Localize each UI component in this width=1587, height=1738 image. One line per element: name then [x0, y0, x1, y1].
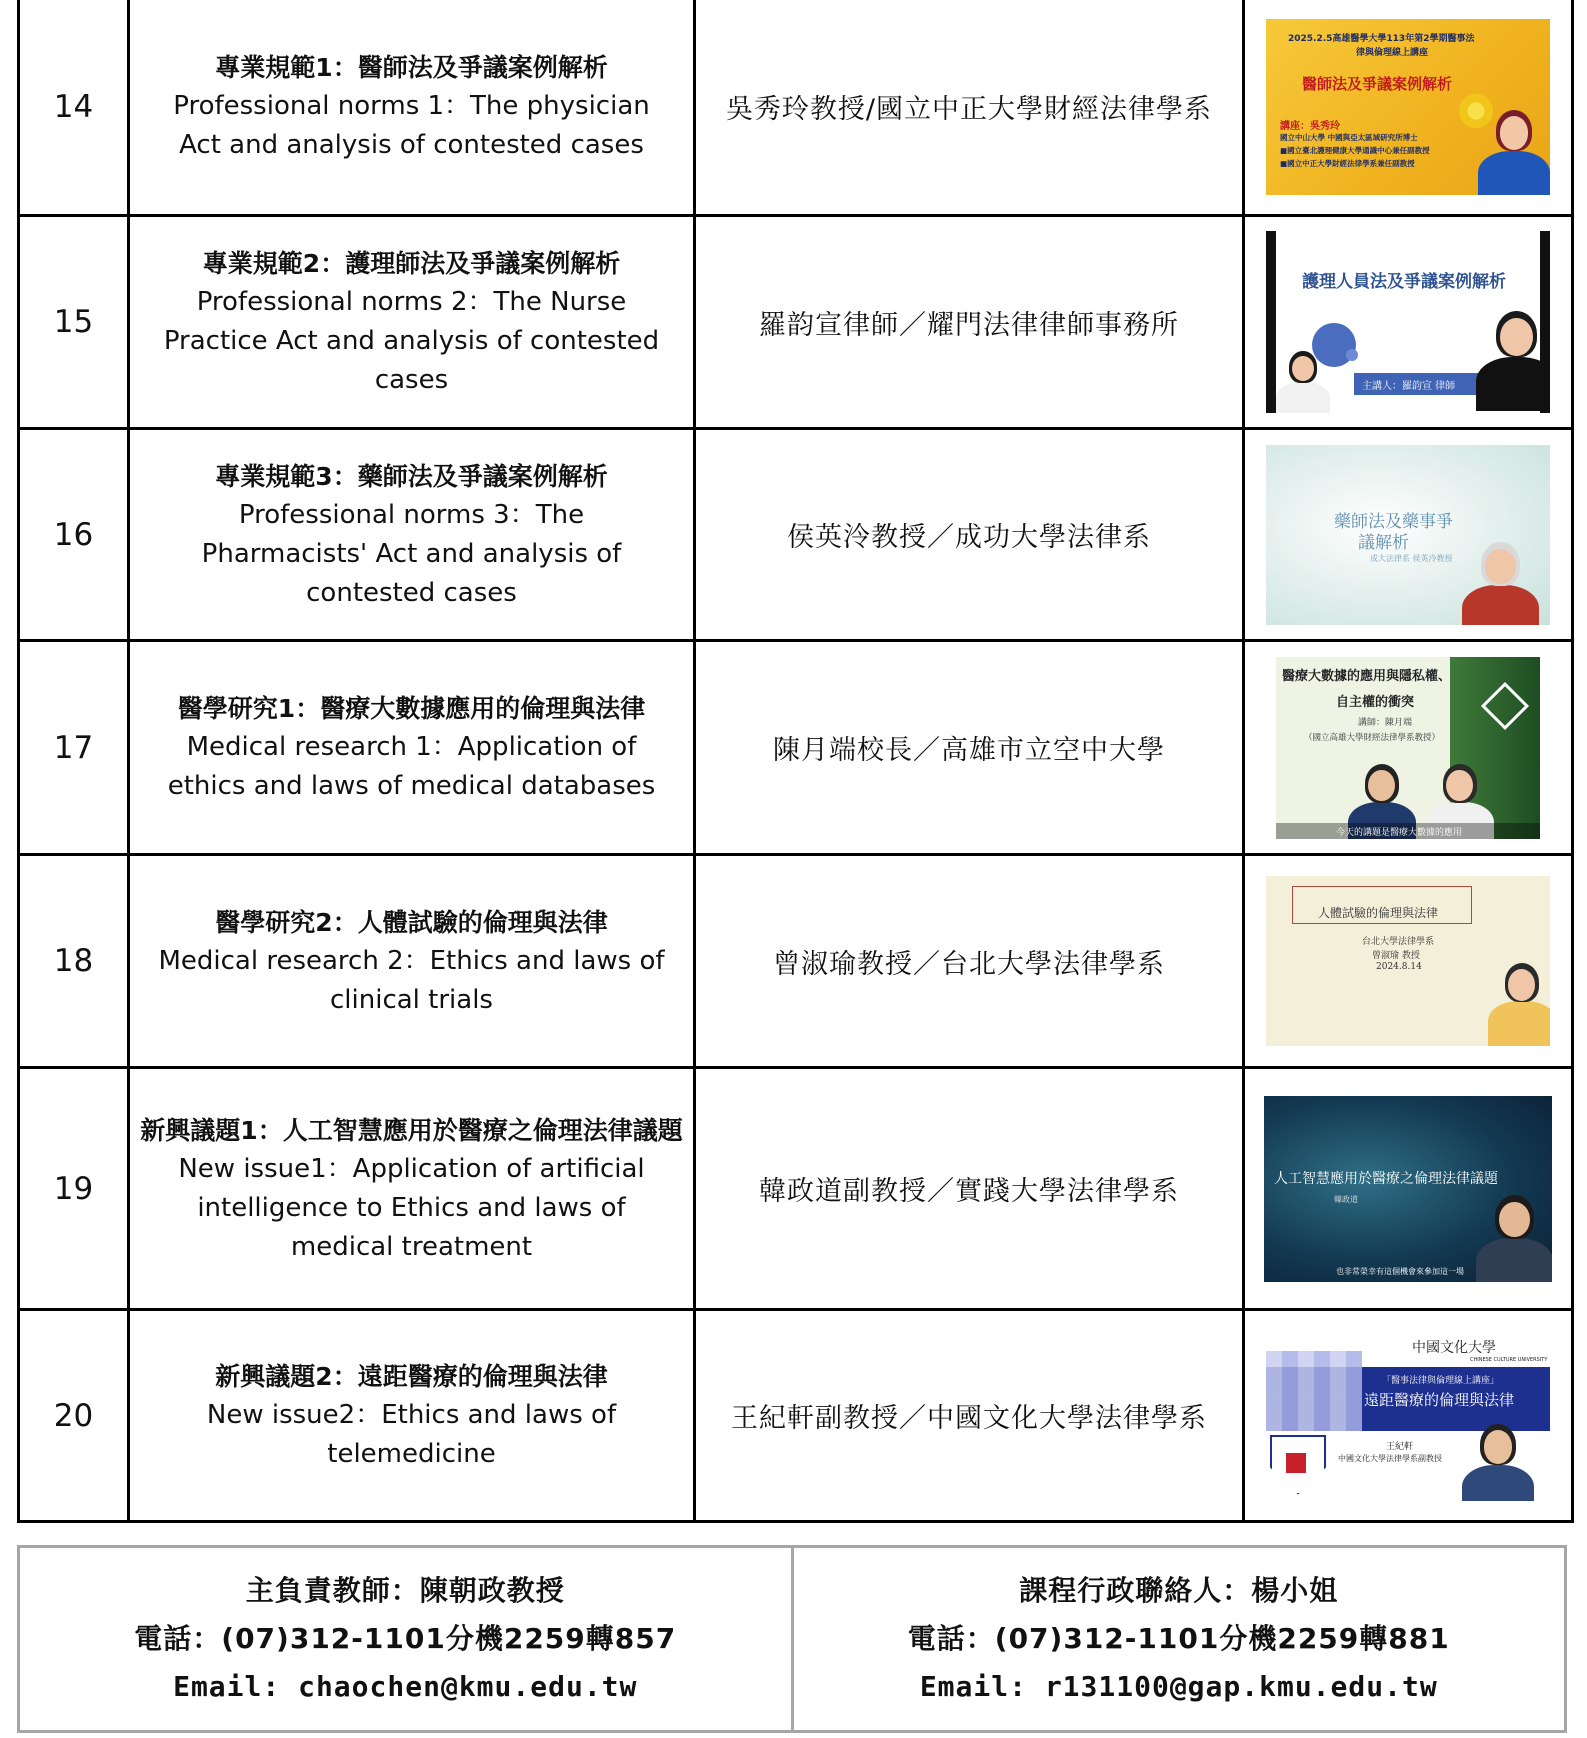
thumb-cred1: 國立中山大學 中國與亞太區域研究所博士 [1280, 132, 1418, 142]
lecturer-name: 王紀軒副教授／中國文化大學法律學系 [695, 1310, 1244, 1522]
video-thumbnail[interactable] [1276, 657, 1540, 839]
pixel-decoration-icon [1266, 1351, 1362, 1431]
footer-teacher: 主負責教師：陳朝政教授 [245, 1574, 565, 1607]
video-thumbnail-cell [1244, 855, 1573, 1068]
video-thumbnail-cell [1244, 0, 1573, 216]
contact-footer [17, 1545, 1567, 1733]
lecturer-photo [1488, 960, 1550, 1043]
video-thumbnail[interactable] [1266, 445, 1550, 625]
session-title-cell [129, 641, 695, 855]
thumb-headline: 人工智慧應用於醫療之倫理法律議題 [1274, 1170, 1498, 1187]
session-title-cell [129, 429, 695, 641]
session-number: 18 [19, 855, 129, 1068]
thumb-school: 台北大學法律學系 [1362, 937, 1435, 947]
thumb-school-en: CHINESE CULTURE UNIVERSITY [1470, 1356, 1548, 1363]
session-title-en: Professional norms 3：The Pharmacists' Act and analysis of contested cases [201, 499, 622, 608]
lecturer-name: 曾淑瑜教授／台北大學法律學系 [695, 855, 1244, 1068]
table-row [19, 429, 1573, 641]
session-number: 20 [19, 1310, 129, 1522]
session-title-cell [129, 216, 695, 429]
video-thumbnail[interactable] [1264, 1096, 1552, 1282]
footer-teacher-cell [20, 1548, 791, 1730]
footer-contact-phone: 電話：(07)312-1101分機2259轉881 [907, 1622, 1450, 1655]
circle-decoration-icon [1346, 349, 1358, 361]
host-photo [1276, 349, 1330, 413]
footer-contact-email[interactable]: Email: r131100@gap.kmu.edu.tw [919, 1670, 1438, 1703]
thumb-cred3: ■國立中正大學財經法律學系兼任副教授 [1280, 158, 1415, 168]
university-logo-icon [1270, 1435, 1326, 1495]
session-number: 15 [19, 216, 129, 429]
session-number: 17 [19, 641, 129, 855]
session-title-cell [129, 1310, 695, 1522]
video-thumbnail-cell [1244, 1068, 1573, 1310]
footer-contact-cell [791, 1548, 1565, 1730]
session-title-en: Medical research 1：Application of ethics and laws of medical databases [167, 732, 656, 801]
thumb-series: 「醫事法律與倫理線上講座」 [1382, 1375, 1500, 1386]
session-title-en: Medical research 2：Ethics and laws of clinical trials [158, 945, 665, 1015]
lecturer-photo [1476, 1192, 1552, 1282]
thumb-date-line: 2025.2.5高雄醫學大學113年第2學期醫事法 [1288, 33, 1475, 44]
thumb-sub-line: 律與倫理線上講座 [1356, 47, 1429, 58]
table-row [19, 1068, 1573, 1310]
thumb-caption: 也非常榮幸有這個機會來參加這一場 [1336, 1266, 1464, 1276]
thumb-cred2: ■國立臺北護理健康大學通識中心兼任副教授 [1280, 145, 1430, 155]
session-title-zh: 新興議題1：人工智慧應用於醫療之倫理法律議題 [140, 1115, 683, 1145]
session-title-zh: 醫學研究1：醫療大數據應用的倫理與法律 [177, 694, 646, 723]
session-title-en: Professional norms 1：The physician Act and analysis of contested cases [173, 91, 650, 160]
course-schedule-table [17, 0, 1574, 1523]
footer-contact: 課程行政聯絡人：楊小姐 [1019, 1574, 1339, 1607]
session-title-zh: 醫學研究2：人體試驗的倫理與法律 [215, 907, 608, 937]
lecturer-name: 羅韵宣律師／耀門法律律師事務所 [695, 216, 1244, 429]
thumb-speaker: 主講人：羅韵宣 律師 [1362, 381, 1456, 392]
thumb-affil: 中國文化大學法律學系副教授 [1338, 1453, 1442, 1463]
thumb-speaker: 曾淑瑜 教授 [1372, 951, 1420, 961]
video-thumbnail[interactable] [1266, 19, 1550, 195]
thumb-date: 2024.8.14 [1376, 962, 1422, 972]
lecturer-name: 侯英泠教授／成功大學法律系 [695, 429, 1244, 641]
session-title-cell [129, 855, 695, 1068]
video-thumbnail[interactable] [1266, 1331, 1550, 1501]
lecturer-name: 韓政道副教授／實踐大學法律學系 [695, 1068, 1244, 1310]
session-number: 14 [19, 0, 129, 216]
thumb-speaker: 韓政道 [1334, 1194, 1358, 1204]
session-title-zh: 新興議題2：遠距醫療的倫理與法律 [215, 1362, 608, 1391]
lecturer-photo [1476, 307, 1550, 406]
thumb-headline: 人體試驗的倫理與法律 [1318, 906, 1439, 920]
thumb-speaker: 成大法律系 侯英泠教授 [1370, 553, 1453, 563]
video-thumbnail-cell [1244, 641, 1573, 855]
table-row [19, 1310, 1573, 1522]
video-thumbnail[interactable] [1266, 876, 1550, 1046]
thumb-headline-2: 議解析 [1358, 532, 1409, 553]
session-title-zh: 專業規範2：護理師法及爭議案例解析 [202, 249, 621, 278]
table-row [19, 855, 1573, 1068]
session-title-en: New issue2：Ethics and laws of telemedicine [206, 1400, 617, 1469]
session-title-cell [129, 0, 695, 216]
thumb-speaker: 講師：陳月端 [1358, 717, 1413, 728]
thumb-affil: （國立高雄大學財經法律學系教授） [1304, 732, 1441, 743]
lecturer-photo [1478, 107, 1550, 195]
session-title-cell [129, 1068, 695, 1310]
lecturer-name: 吳秀玲教授/國立中正大學財經法律學系 [695, 0, 1244, 216]
thumb-headline-2: 自主權的衝突 [1336, 694, 1415, 710]
session-number: 19 [19, 1068, 129, 1310]
table-row [19, 641, 1573, 855]
footer-teacher-phone: 電話：(07)312-1101分機2259轉857 [134, 1622, 677, 1655]
thumb-headline: 遠距醫療的倫理與法律 [1364, 1390, 1515, 1409]
video-thumbnail-cell [1244, 216, 1573, 429]
table-row [19, 216, 1573, 429]
thumb-headline: 護理人員法及爭議案例解析 [1302, 272, 1506, 292]
lecturer-photo [1462, 539, 1539, 625]
thumb-speaker: 講座：吳秀玲 [1280, 120, 1340, 132]
thumb-headline: 醫師法及爭議案例解析 [1302, 74, 1453, 93]
lecturer-name: 陳月端校長／高雄市立空中大學 [695, 641, 1244, 855]
session-title-zh: 專業規範1：醫師法及爭議案例解析 [215, 53, 608, 82]
footer-teacher-email[interactable]: Email: chaochen@kmu.edu.tw [173, 1670, 638, 1703]
thumb-headline-1: 藥師法及藥事爭 [1334, 511, 1453, 532]
session-title-zh: 專業規範3：藥師法及爭議案例解析 [215, 461, 608, 491]
lecturer-photo [1462, 1421, 1534, 1501]
session-number: 16 [19, 429, 129, 641]
thumb-school: 中國文化大學 [1412, 1339, 1496, 1356]
video-thumbnail[interactable] [1266, 231, 1550, 413]
diamond-decoration-icon [1481, 681, 1529, 729]
video-thumbnail-cell [1244, 429, 1573, 641]
thumb-headline-1: 醫療大數據的應用與隱私權、 [1282, 668, 1452, 684]
table-row [19, 0, 1573, 216]
session-title-en: New issue1：Application of artificial intelligence to Ethics and laws of medical treatment [178, 1153, 645, 1262]
session-title-en: Professional norms 2：The Nurse Practice Act and analysis of contested cases [163, 287, 660, 395]
video-thumbnail-cell [1244, 1310, 1573, 1522]
thumb-speaker: 王紀軒 [1386, 1441, 1414, 1452]
thumb-caption: 今天的講題是醫療大數據的應用 [1336, 827, 1463, 838]
